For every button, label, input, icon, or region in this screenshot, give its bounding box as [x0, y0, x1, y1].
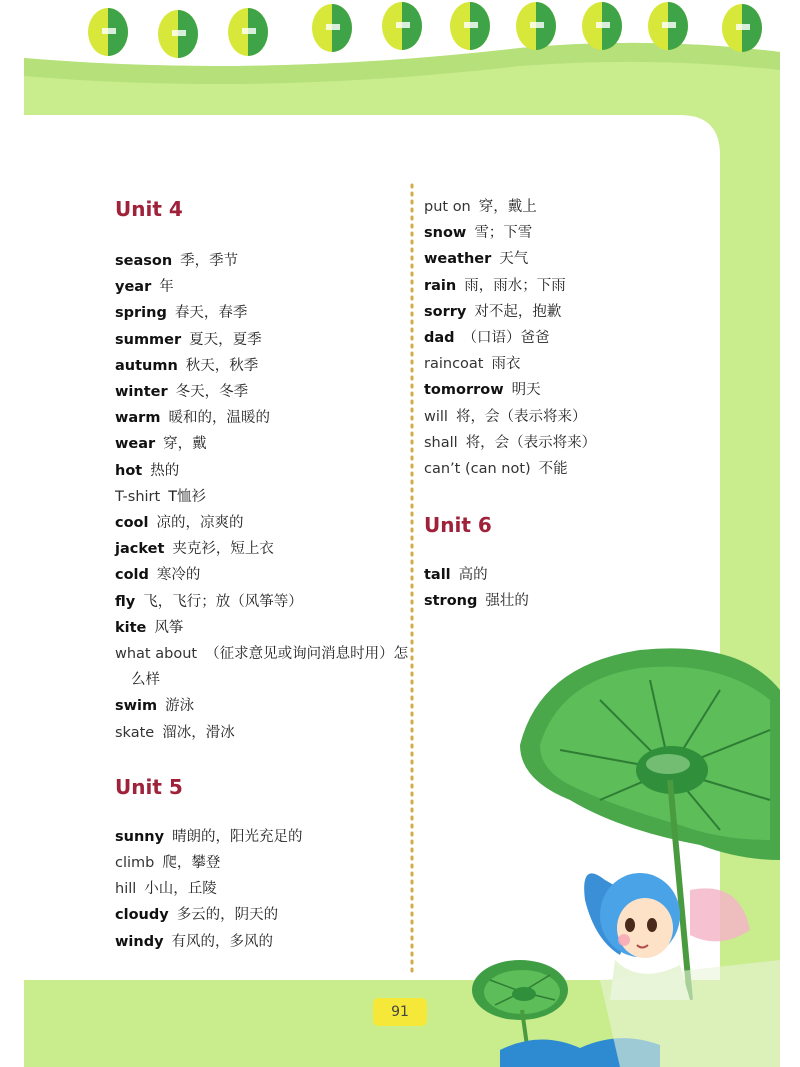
- vocab-word: weather: [424, 251, 492, 268]
- vocab-meaning: 暖和的，温暖的: [168, 410, 270, 427]
- vocab-word: spring: [115, 305, 167, 322]
- vocab-word: season: [115, 253, 173, 269]
- vocab-word: climb: [115, 855, 155, 872]
- vocab-entry: [115, 274, 405, 300]
- vocab-word: cool: [115, 515, 149, 532]
- vocab-word: wear: [115, 436, 156, 453]
- vocab-word: skate: [115, 724, 155, 741]
- vocab-entry: [424, 430, 684, 456]
- vocab-meaning: 强壮的: [485, 593, 529, 610]
- vocab-entry: [424, 404, 684, 430]
- vocab-word: tomorrow: [424, 382, 504, 399]
- vocab-meaning: 凉的，凉爽的: [156, 515, 244, 532]
- page-number: 91: [373, 998, 427, 1026]
- vocab-entry: [115, 824, 405, 850]
- vocab-meaning: 对不起，抱歉: [474, 303, 562, 320]
- vocab-word: dad: [424, 330, 455, 347]
- vocab-meaning: 将，会（表示将来）: [465, 434, 597, 451]
- vocab-word: winter: [115, 384, 168, 401]
- vocab-word: kite: [115, 619, 147, 636]
- vocab-entry: [115, 379, 405, 405]
- vocab-meaning: 穿，戴: [163, 436, 207, 453]
- vocab-word: tall: [424, 567, 451, 584]
- vocab-meaning: 爬，攀登: [162, 855, 221, 872]
- vocab-meaning: 飞，飞行；放（风筝等）: [143, 593, 303, 610]
- vocab-entry: [115, 300, 405, 326]
- vocab-entry: [115, 327, 405, 353]
- vocab-entry: [424, 325, 684, 351]
- vocab-entry: [115, 693, 405, 719]
- vocab-meaning: 热的: [150, 462, 180, 479]
- vocab-word: autumn: [115, 357, 178, 374]
- vocab-word: hill: [115, 881, 137, 898]
- vocab-word: T-shirt: [115, 488, 161, 505]
- vocab-meaning: 冬天，冬季: [175, 384, 249, 401]
- vocab-entry: [115, 510, 405, 536]
- vocab-entry: [424, 220, 684, 246]
- vocab-meaning: 年: [159, 279, 174, 296]
- vocab-entry: [424, 377, 684, 403]
- vocab-word: cloudy: [115, 907, 169, 924]
- vocab-word: swim: [115, 698, 158, 715]
- vocab-meaning: 溜冰，滑冰: [162, 724, 235, 741]
- vocab-word: sunny: [115, 828, 165, 845]
- vocab-entry: [115, 720, 405, 746]
- vocab-word: what about: [115, 646, 198, 663]
- vocab-entry: [115, 405, 405, 431]
- vocab-meaning: 秋天，秋季: [185, 357, 259, 374]
- vocab-entry: [424, 246, 684, 272]
- vocab-entry: [115, 536, 405, 562]
- vocab-word: cold: [115, 567, 149, 584]
- vocab-word: windy: [115, 933, 164, 950]
- vocab-meaning: 春天，春季: [174, 305, 248, 322]
- vocab-entry: [424, 351, 684, 377]
- vocab-entry: [424, 588, 684, 614]
- vocab-word: warm: [115, 410, 161, 427]
- vocab-word: hot: [115, 462, 143, 479]
- vocab-entry: [115, 615, 405, 641]
- unit-heading: Unit 5: [115, 774, 183, 799]
- vocab-entry: [115, 929, 405, 955]
- vocab-entry: [115, 850, 405, 876]
- vocab-meaning: 风筝: [154, 619, 184, 636]
- vocab-entry: [115, 589, 405, 615]
- vocab-word: snow: [424, 225, 467, 242]
- vocab-meaning: 雨衣: [491, 356, 521, 373]
- vocab-meaning: 小山，丘陵: [144, 881, 217, 898]
- vocab-word: shall: [424, 434, 458, 451]
- vocab-meaning: 明天: [511, 382, 541, 399]
- vocab-entry: [424, 299, 684, 325]
- vocab-word: raincoat: [424, 356, 484, 373]
- vocab-meaning: 夏天，夏季: [189, 331, 262, 348]
- vocab-meaning: 多云的，阴天的: [176, 907, 279, 924]
- vocab-meaning: （征求意见或询问消息时用）怎么样: [131, 646, 409, 689]
- vocab-meaning: 寒冷的: [156, 567, 201, 584]
- vocab-meaning: 游泳: [165, 698, 195, 715]
- vocab-meaning: 穿，戴上: [478, 199, 537, 215]
- vocab-meaning: 夹克衫，短上衣: [172, 541, 274, 558]
- vocab-entry: [424, 456, 684, 482]
- vocab-word: jacket: [115, 541, 165, 558]
- vocab-entry: [115, 458, 405, 484]
- vocab-entry: [115, 641, 421, 693]
- unit-heading: Unit 4: [115, 197, 183, 221]
- vocab-meaning: 季，季节: [180, 253, 239, 269]
- vocab-entry: [115, 484, 405, 510]
- vocab-meaning: 晴朗的，阳光充足的: [172, 828, 303, 845]
- vocab-word: can’t (can not): [424, 461, 531, 478]
- vocab-entry: [115, 353, 405, 379]
- vocab-word: put on: [424, 199, 471, 215]
- vocab-word: sorry: [424, 303, 467, 320]
- vocab-word: rain: [424, 277, 457, 294]
- vocab-entry: [424, 273, 684, 299]
- vocab-word: fly: [115, 593, 136, 610]
- vocab-meaning: 高的: [458, 567, 488, 584]
- vocab-word: summer: [115, 331, 182, 348]
- unit-heading: Unit 6: [424, 513, 492, 538]
- vocab-meaning: 将，会（表示将来）: [455, 408, 587, 425]
- vocab-meaning: 雨，雨水；下雨: [464, 277, 566, 294]
- vocab-entry: [115, 431, 405, 457]
- right-column: [424, 194, 684, 615]
- vocab-word: will: [424, 408, 448, 425]
- vocab-entry: [424, 194, 684, 220]
- vocab-word: year: [115, 279, 152, 296]
- vocab-entry: [115, 902, 405, 928]
- left-column: [115, 194, 409, 955]
- vocab-meaning: T恤衫: [168, 488, 207, 505]
- vocab-meaning: （口语）爸爸: [462, 330, 550, 347]
- vocab-entry: [424, 562, 684, 588]
- vocab-meaning: 雪；下雪: [474, 225, 533, 242]
- vocab-meaning: 不能: [538, 461, 568, 478]
- vocab-entry: [115, 562, 405, 588]
- vocab-meaning: 有风的，多风的: [171, 933, 274, 950]
- vocab-entry: [115, 876, 405, 902]
- vocab-entry: [115, 248, 405, 274]
- vocab-word: strong: [424, 593, 478, 610]
- vocab-meaning: 天气: [499, 251, 529, 268]
